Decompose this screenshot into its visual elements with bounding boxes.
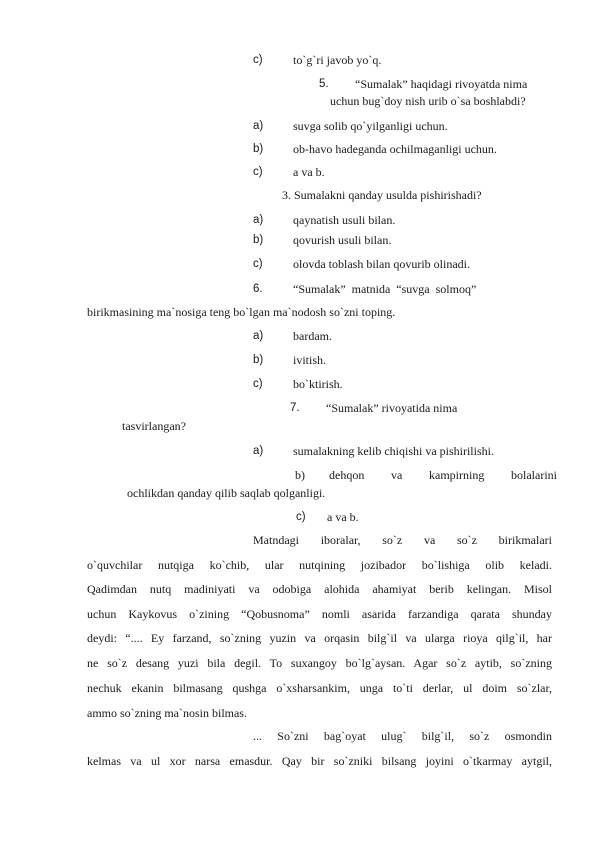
question-text: “Sumalak” haqidagi rivoyatda nima — [355, 77, 528, 91]
option-marker: a) — [253, 445, 264, 457]
option-marker: c) — [253, 378, 263, 390]
option-text: bardam. — [293, 329, 332, 343]
option-marker: c) — [253, 258, 263, 270]
option-text: a va b. — [293, 165, 325, 179]
option-marker: a) — [253, 330, 264, 342]
option-marker: a) — [253, 214, 264, 226]
question-text-cont: uchun bug`doy nish urib o`sa boshlabdi? — [330, 94, 526, 108]
option-text: ob-havo hadeganda ochilmaganligi uchun. — [293, 142, 497, 156]
option-text: dehqon va kampirning bolalarini — [329, 468, 557, 482]
paragraph-last-line: ammo so`zning ma`nosin bilmas. — [87, 706, 247, 720]
option-marker: b) — [253, 143, 264, 155]
question-text: “Sumalak” matnida “suvga solmoq” — [293, 282, 477, 296]
option-text: bo`ktirish. — [293, 377, 343, 391]
question-text-cont: tasvirlangan? — [122, 419, 186, 433]
paragraph-line: deydi: “.... Ey farzand, so`zning yuzin va orqasin bilg`il va ularga rioya qilg`il, har — [87, 631, 552, 645]
option-marker: c) — [253, 54, 263, 66]
option-text: a va b. — [327, 510, 359, 524]
option-marker: b) — [253, 234, 264, 246]
option-text-cont: ochlikdan qanday qilib saqlab qolganligi. — [127, 486, 326, 500]
option-text: qovurish usuli bilan. — [293, 233, 392, 247]
paragraph-line: ne so`z desang yuzi bila degil. To suxangoy bo`lg`aysan. Agar so`z aytib, so`zning — [87, 656, 552, 670]
option-text: to`g`ri javob yo`q. — [293, 53, 382, 67]
option-text: suvga solib qo`yilganligi uchun. — [293, 119, 448, 133]
option-text: qaynatish usuli bilan. — [293, 213, 396, 227]
option-marker: b) — [295, 468, 305, 482]
paragraph-first-line: Matndagi iboralar, so`z va so`z birikmalari — [253, 533, 552, 547]
question-text-cont: birikmasining ma`nosiga teng bo`lgan ma`nodosh so`zni toping. — [87, 305, 396, 319]
paragraph-line: uchun Kaykovus o`zining “Qobusnoma” nomli asarida farzandiga qarata shunday — [87, 607, 552, 621]
option-text: olovda toblash bilan qovurib olinadi. — [293, 257, 470, 271]
question-number: 5. — [319, 78, 329, 90]
option-text: sumalakning kelib chiqishi va pishirilishi. — [293, 444, 494, 458]
option-marker: a) — [253, 120, 264, 132]
paragraph-line: Qadimdan nutq madiniyati va odobiga alohida ahamiyat berib kelingan. Misol — [87, 582, 552, 596]
option-marker: c) — [253, 166, 263, 178]
question-number: 7. — [290, 402, 300, 414]
paragraph-line: o`quvchilar nutqiga ko`chib, ular nutqining jozibador bo`lishiga olib keladi. — [87, 558, 552, 572]
paragraph-line: nechuk ekanin bilmasang qushga o`xsharsankim, unga to`ti derlar, ul doim so`zlar, — [87, 681, 552, 695]
paragraph-line: kelmas va ul xor narsa emasdur. Qay bir so`zniki bilsang joyini o`tkarmay aytgil, — [87, 754, 552, 768]
option-marker: c) — [296, 511, 306, 523]
option-marker: b) — [253, 354, 264, 366]
question-text: “Sumalak” rivoyatida nima — [326, 401, 458, 415]
question-text: 3. Sumalakni qanday usulda pishirishadi? — [282, 188, 482, 202]
question-number: 6. — [253, 283, 263, 295]
option-text: ivitish. — [293, 353, 327, 367]
paragraph-first-line: ... So`zni bag`oyat ulug` bilg`il, so`z osmondin — [253, 729, 552, 743]
